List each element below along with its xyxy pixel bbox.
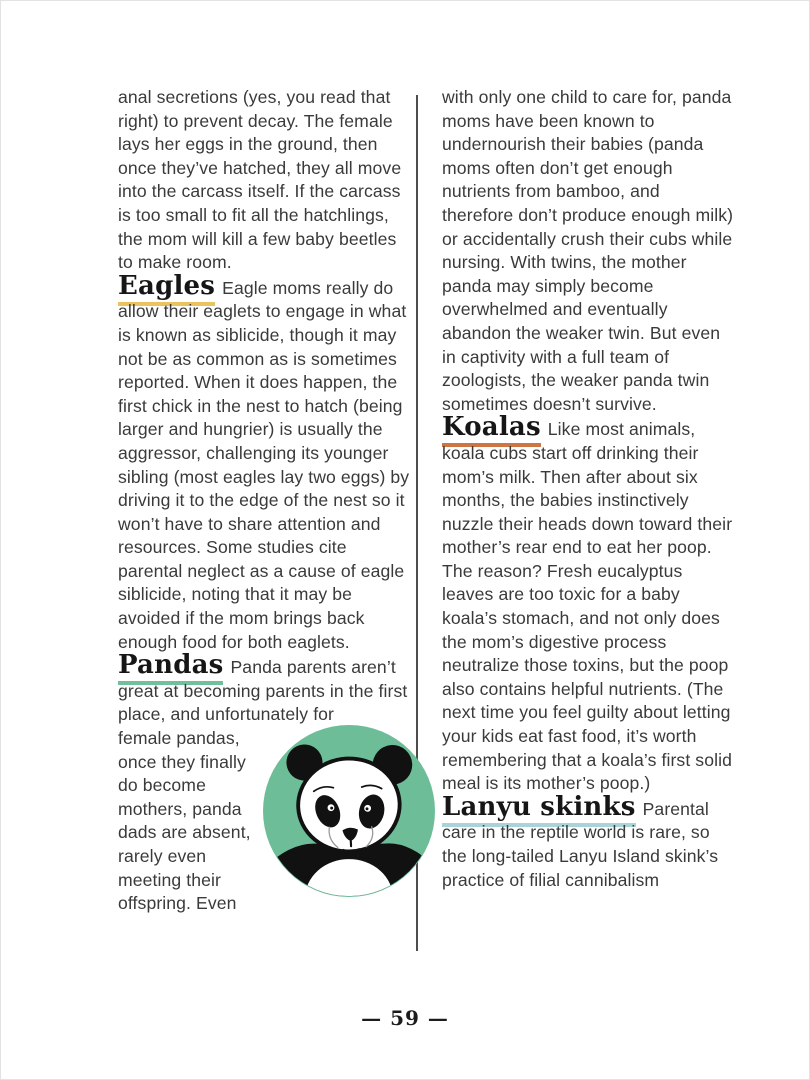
eagles-heading: Eagles [118, 271, 215, 306]
page-number: — 59 — [361, 1006, 449, 1030]
section-koalas [442, 412, 735, 796]
eagles-text: Eagle moms really do allow their eaglets to engage in what is known as siblicide, though it may not be as common as is sometimes reported. When it does happen, the first chick in the nest to hatch (being larger and hungrier) is usually the aggressor, challenging its younger sibling (most eagles lay two eggs) by driving it to the edge of the nest so it won’t have to share attention and resources. Some studies cite parental neglect as a cause of eagle siblicide, noting that it may be avoided if the mom brings back enough food for both eaglets. [118, 277, 410, 652]
section-pandas [118, 650, 411, 727]
section-lanyu-skinks [442, 791, 735, 892]
pandas-heading: Pandas [118, 650, 223, 685]
koalas-heading: Koalas [442, 412, 541, 447]
pandas-wrap-block [118, 727, 411, 916]
paragraph-pandas-continuation: with only one child to care for, panda moms have been known to undernourish their babies (panda moms often don’t get enough nutrients from bamboo, and therefore don’t produce enough milk) or accidentally crush their cubs while nursing. With twins, the mother panda may simply become overwhelmed and eventually abandon the weaker twin. But even in captivity with a full team of zoologists, the weaker panda twin sometimes doesn’t survive. [442, 87, 734, 414]
section-eagles [118, 270, 411, 655]
lanyu-skinks-heading: Lanyu skinks [442, 792, 636, 827]
right-column [442, 86, 735, 892]
lanyu-skinks-text: Parental care in the reptile world is rare, so the long-tailed Lanyu Island skink’s practice of filial cannibalism [442, 798, 719, 890]
pandas-text-beside-illustration: female pandas, once they finally do become mothers, panda dads are absent, rarely even meeting their offspring. Even [118, 728, 251, 914]
koalas-text: Like most animals, koala cubs start off drinking their mom’s milk. Then after about six months, the babies instinctively nuzzle their heads down toward their mother’s rear end to eat her poop. The reason? Fresh eucalyptus leaves are too toxic for a baby koala’s stomach, and not only does the mom’s digestive process neutralize those toxins, but the poop also contains helpful nutrients. (The next time you feel guilty about letting your kids eat fast food, it’s worth remembering that a koala’s first solid meal is its mother’s poop.) [442, 419, 733, 794]
left-column [118, 86, 411, 916]
pandas-text-before-wrap: Panda parents aren’t great at becoming parents in the first place, and unfortunately for [118, 657, 408, 725]
panda-illustration [263, 725, 435, 897]
paragraph-beetles-continuation: anal secretions (yes, you read that right) to prevent decay. The female lays her eggs in the ground, then once they’ve hatched, they all move into the carcass itself. If the carcass is too small to fit all the hatchlings, the mom will kill a few baby beetles to make room. [118, 87, 402, 273]
